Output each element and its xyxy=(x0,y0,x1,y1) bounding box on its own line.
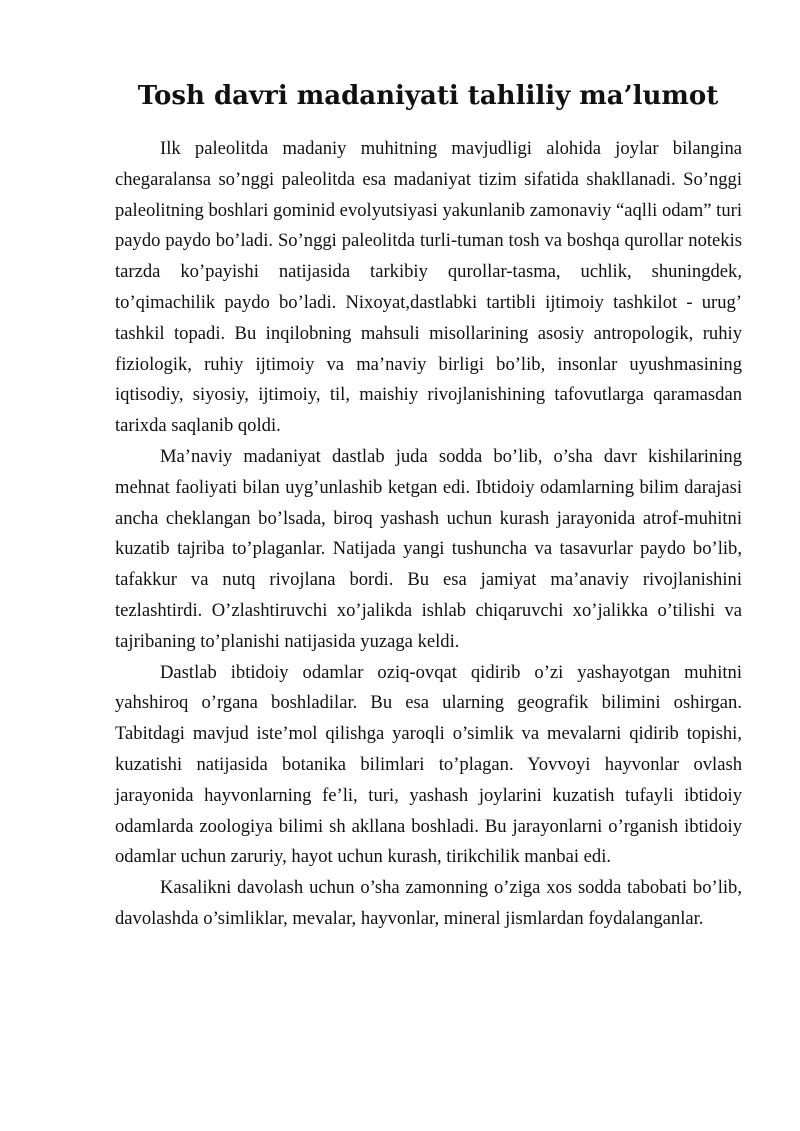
paragraph-2: Ma’naviy madaniyat dastlab juda sodda bo’lib, o’sha davr kishilarining mehnat faoliyati bilan uyg’unlashib ketgan edi. Ibtidoiy odamlarning bilim darajasi ancha cheklangan bo’lsada, biroq yashash uchun kurash jarayonida atrof-muhitni kuzatib tajriba to’plaganlar. Natijada yangi tushuncha va tasavurlar paydo bo’lib, tafakkur va nutq rivojlana bordi. Bu esa jamiyat ma’anaviy rivojlanishini tezlashtirdi. O’zlashtiruvchi xo’jalikda ishlab chiqaruvchi xo’jalikka o’tilishi va tajribaning to’planishi natijasida yuzaga keldi. xyxy=(115,445,742,652)
paragraph-3: Dastlab ibtidoiy odamlar oziq-ovqat qidirib o’zi yashayotgan muhitni yahshiroq o’rgana boshladilar. Bu esa ularning geografik bilimini oshirgan. Tabitdagi mavjud iste’mol qilishga yaroqli o’simlik va mevalarni qidirib topishi, kuzatishi natijasida botanika bilimlari to’plagan. Yovvoyi hayvonlar ovlash jarayonida hayvonlarning fe’li, turi, yashash joylarini kuzatish tufayli ibtidoiy odamlarda zoologiya bilimi sh akllana boshladi. Bu jarayonlarni o’rganish ibtidoiy odamlar uchun zaruriy, hayot uchun kurash, tirikchilik manbai edi. xyxy=(115,661,742,868)
document-title: Tosh davri madaniyati tahliliy ma’lumot xyxy=(137,81,719,111)
paragraph-1: Ilk paleolitda madaniy muhitning mavjudligi alohida joylar bilangina chegaralansa so’nggi paleolitda esa madaniyat tizim sifatida shakllanadi. So’nggi paleolitning boshlari gominid evolyutsiyasi yakunlanib zamonaviy “aqlli odam” turi paydo paydo bo’ladi. So’nggi paleolitda turli-tuman tosh va boshqa qurollar notekis tarzda ko’payishi natijasida tarkibiy qurollar-tasma, uchlik, shuningdek, to’qimachilik paydo bo’ladi. Nixoyat,dastlabki tartibli ijtimoiy tashkilot - urug’ tashkil topadi. Bu inqilobning mahsuli misollarining asosiy antropologik, ruhiy fiziologik, ruhiy ijtimoiy va ma’naviy birligi bo’lib, insonlar uyushmasining iqtisodiy, siyosiy, ijtimoiy, til, maishiy rivojlanishining tafovutlarga qaramasdan tarixda saqlanib qoldi. xyxy=(115,138,742,437)
paragraph-4: Kasalikni davolash uchun o’sha zamonning o’ziga xos sodda tabobati bo’lib, davolashda o’simliklar, mevalar, hayvonlar, mineral jismlardan foydalanganlar. xyxy=(115,877,742,929)
document-body xyxy=(115,134,742,935)
